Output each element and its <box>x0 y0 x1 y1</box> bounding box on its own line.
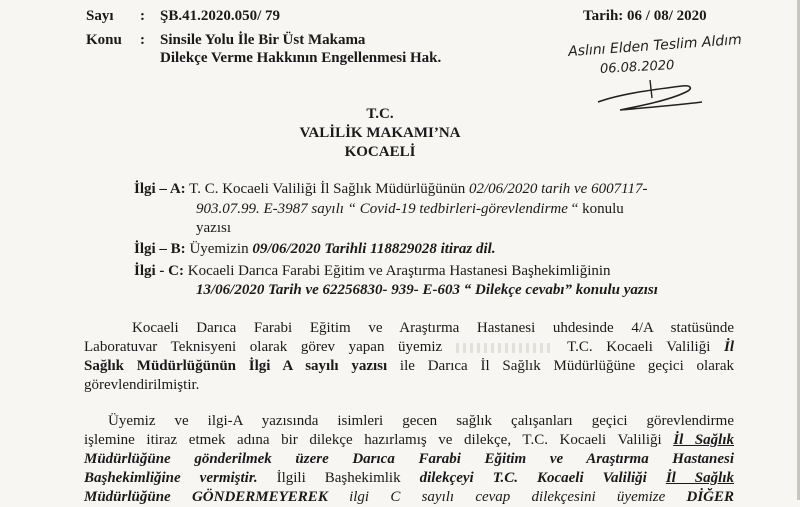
body-paragraph-2 <box>84 412 734 507</box>
para2-line-3: Müdürlüğüne gönderilmek üzere Darıca Farabi Eğitim ve Araştırma Hastanesi <box>84 451 734 467</box>
para1-line-1: Kocaeli Darıca Farabi Eğitim ve Araştırma Hastanesi uhdesinde 4/A statüsünde <box>132 320 734 336</box>
para2-line-1: Üyemiz ve ilgi-A yazısında isimleri gecen sağlık çalışanları geçici görevlendirme <box>108 413 734 429</box>
addressee-city: KOCAELİ <box>344 144 416 160</box>
para1-line-2: Laboratuvar Teknisyeni olarak görev yapan üyemiz T.C. Kocaeli Valiliği İl <box>84 339 734 355</box>
handwritten-receipt-note <box>560 31 760 116</box>
para1-line-3: Sağlık Müdürlüğünün İlgi A sayılı yazısı ile Darıca İl Sağlık Müdürlüğüne geçici olarak <box>84 358 734 374</box>
reference-c-label: İlgi - C: <box>134 263 184 279</box>
addressee-valilik: VALİLİK MAKAMI’NA <box>299 125 461 141</box>
konu-line-1: Sinsile Yolu İle Bir Üst Makama <box>160 32 366 48</box>
konu-colon: : <box>140 32 145 48</box>
reference-a-label: İlgi – A: <box>134 181 186 197</box>
reference-c-line-1: İlgi - C: Kocaeli Darıca Farabi Eğitim ve Araştırma Hastanesi Başhekimliğinin <box>134 263 611 279</box>
addressee-tc: T.C. <box>366 106 394 122</box>
konu-label: Konu <box>86 32 122 48</box>
reference-b-label: İlgi – B: <box>134 241 186 257</box>
reference-b: İlgi – B: Üyemizin 09/06/2020 Tarihli 118829028 itiraz dil. <box>134 241 496 257</box>
handwritten-line-1: Aslını Elden Teslim Aldım <box>567 31 743 61</box>
sayi-colon: : <box>140 8 145 24</box>
reference-a-line-3: yazısı <box>196 220 231 236</box>
document-date: Tarih: 06 / 08/ 2020 <box>583 8 707 24</box>
reference-a-line-1: İlgi – A: T. C. Kocaeli Valiliği İl Sağlık Müdürlüğünün 02/06/2020 tarih ve 6007117- <box>134 181 648 197</box>
redacted-name <box>456 343 554 353</box>
sayi-label: Sayı <box>86 8 114 24</box>
sayi-value: ŞB.41.2020.050/ 79 <box>160 8 281 24</box>
para2-line-5: Müdürlüğüne GÖNDERMEYEREK ilgi C sayılı cevap dilekçesini üyemize DİĞER <box>84 489 734 505</box>
reference-c-line-2: 13/06/2020 Tarih ve 62256830- 939- E-603 “ Dilekçe cevabı” konulu yazısı <box>196 282 658 298</box>
reference-a-line-2: 903.07.99. E-3987 sayılı “ Covid-19 tedbirleri-görevlendirme “ konulu <box>196 201 624 217</box>
body-paragraph-1 <box>84 319 734 395</box>
para1-line-4: görevlendirilmiştir. <box>84 377 200 393</box>
para2-line-4: Başhekimliğine vermiştir. İlgili Başhekimlik dilekçeyi T.C. Kocaeli Valiliği İl Sağlık <box>84 470 734 486</box>
konu-line-2: Dilekçe Verme Hakkının Engellenmesi Hak. <box>160 50 442 66</box>
handwritten-date: 06.08.2020 <box>599 58 675 77</box>
para2-line-2: işlemine itiraz etmek adına bir dilekçe hazırlamış ve dilekçe, T.C. Kocaeli Valiliği İl Sağlık <box>84 432 734 448</box>
